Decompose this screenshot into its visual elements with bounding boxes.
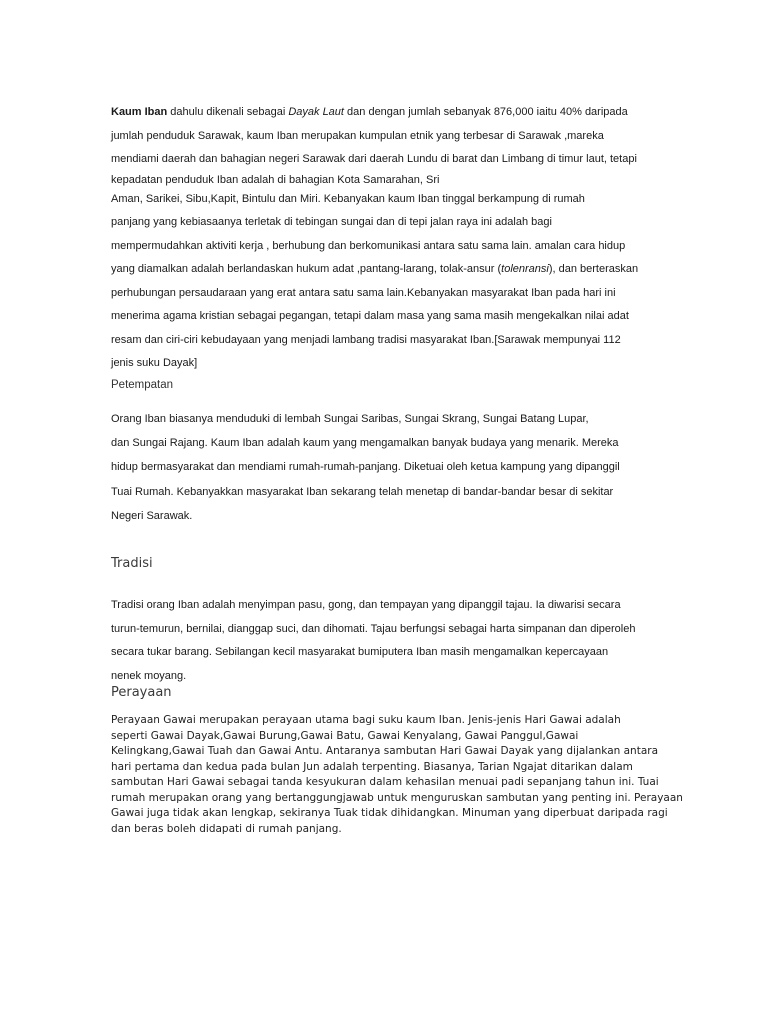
intro-line: resam dan ciri-ciri kebudayaan yang menjadi lambang tradisi masyarakat Iban.[Sarawak mempunyai 112 <box>111 333 621 346</box>
perayaan-heading: Perayaan <box>111 685 172 700</box>
petempatan-line: Tuai Rumah. Kebanyakkan masyarakat Iban sekarang telah menetap di bandar-bandar besar di sekitar <box>111 485 614 498</box>
intro-line: kepadatan penduduk Iban adalah di bahagian Kota Samarahan, Sri <box>111 173 440 186</box>
petempatan-heading: Petempatan <box>111 379 174 391</box>
tradisi-paragraph <box>111 594 671 688</box>
intro-lead-mid: dahulu dikenali sebagai <box>167 106 289 118</box>
tradisi-line: secara tukar barang. Sebilangan kecil masyarakat bumiputera Iban masih mengamalkan kepercayaan <box>111 646 609 658</box>
intro-paragraph <box>111 101 671 376</box>
intro-lead-italic: Dayak Laut <box>288 106 344 118</box>
intro-italic-post: ), dan berteraskan <box>548 263 639 275</box>
perayaan-paragraph <box>111 713 683 837</box>
perayaan-line: dan beras boleh didapati di rumah panjang. <box>111 822 342 835</box>
tradisi-line: turun-temurun, bernilai, dianggap suci, dan dihomati. Tajau berfungsi sebagai harta simpanan dan diperoleh <box>111 622 636 635</box>
petempatan-line: dan Sungai Rajang. Kaum Iban adalah kaum yang mengamalkan banyak budaya yang menarik. Mereka <box>111 437 619 450</box>
perayaan-line: sambutan Hari Gawai sebagai tanda kesyukuran dalam kehasilan menuai padi sepanjang tahun ini. Tuai <box>111 776 659 788</box>
intro-line: mendiami daerah dan bahagian negeri Sarawak dari daerah Lundu di barat dan Limbang di timur laut, tetapi <box>111 153 637 165</box>
intro-line: mempermudahkan aktiviti kerja , berhubung dan berkomunikasi antara satu sama lain. amalan cara hidup <box>111 239 626 252</box>
petempatan-line: Orang Iban biasanya menduduki di lembah Sungai Saribas, Sungai Skrang, Sungai Batang Lupar, <box>111 413 589 425</box>
intro-lead-bold: Kaum Iban <box>111 106 168 118</box>
intro-line: panjang yang kebiasaanya terletak di tebingan sungai dan di tepi jalan raya ini adalah bagi <box>111 216 552 228</box>
tradisi-line: nenek moyang. <box>111 669 187 682</box>
perayaan-line: Perayaan Gawai merupakan perayaan utama bagi suku kaum Iban. Jenis-jenis Hari Gawai adalah <box>111 714 621 726</box>
intro-line: jenis suku Dayak] <box>111 357 198 369</box>
perayaan-line: Kelingkang,Gawai Tuah dan Gawai Antu. Antaranya sambutan Hari Gawai Dayak yang dijalankan antara <box>111 745 659 757</box>
intro-italic-word: tolenransi <box>501 263 549 275</box>
intro-italic-pre: yang diamalkan adalah berlandaskan hukum adat ,pantang-larang, tolak-ansur ( <box>111 263 502 275</box>
petempatan-paragraph <box>111 407 671 528</box>
tradisi-heading: Tradisi <box>111 556 153 571</box>
perayaan-line: seperti Gawai Dayak,Gawai Burung,Gawai Batu, Gawai Kenyalang, Gawai Panggul,Gawai <box>111 729 579 742</box>
intro-line <box>111 101 671 125</box>
intro-line: jumlah penduduk Sarawak, kaum Iban merupakan kumpulan etnik yang terbesar di Sarawak ,mareka <box>111 129 604 142</box>
perayaan-line: Gawai juga tidak akan lengkap, sekiranya Tuak tidak dihidangkan. Minuman yang diperbuat daripada ragi <box>111 807 668 819</box>
petempatan-line: hidup bermasyarakat dan mendiami rumah-rumah-panjang. Diketuai oleh ketua kampung yang dipanggil <box>111 461 620 474</box>
intro-line <box>111 258 671 282</box>
tradisi-line: Tradisi orang Iban adalah menyimpan pasu, gong, dan tempayan yang dipanggil tajau. Ia diwarisi secara <box>111 599 621 611</box>
petempatan-line: Negeri Sarawak. <box>111 509 193 522</box>
perayaan-line: rumah merupakan orang yang bertanggungjawab untuk menguruskan sambutan yang penting ini. Perayaan <box>111 791 683 804</box>
perayaan-line: hari pertama dan kedua pada bulan Jun adalah terpenting. Biasanya, Tarian Ngajat ditarikan dalam <box>111 760 633 773</box>
intro-lead-rest: dan dengan jumlah sebanyak 876,000 iaitu 40% daripada <box>343 106 628 118</box>
intro-line: Aman, Sarikei, Sibu,Kapit, Bintulu dan Miri. Kebanyakan kaum Iban tinggal berkampung di rumah <box>111 192 585 205</box>
intro-line: menerima agama kristian sebagai pegangan, tetapi dalam masa yang sama masih mengekalkan nilai adat <box>111 310 629 322</box>
intro-line: perhubungan persaudaraan yang erat antara satu sama lain.Kebanyakan masyarakat Iban pada hari ini <box>111 286 616 299</box>
